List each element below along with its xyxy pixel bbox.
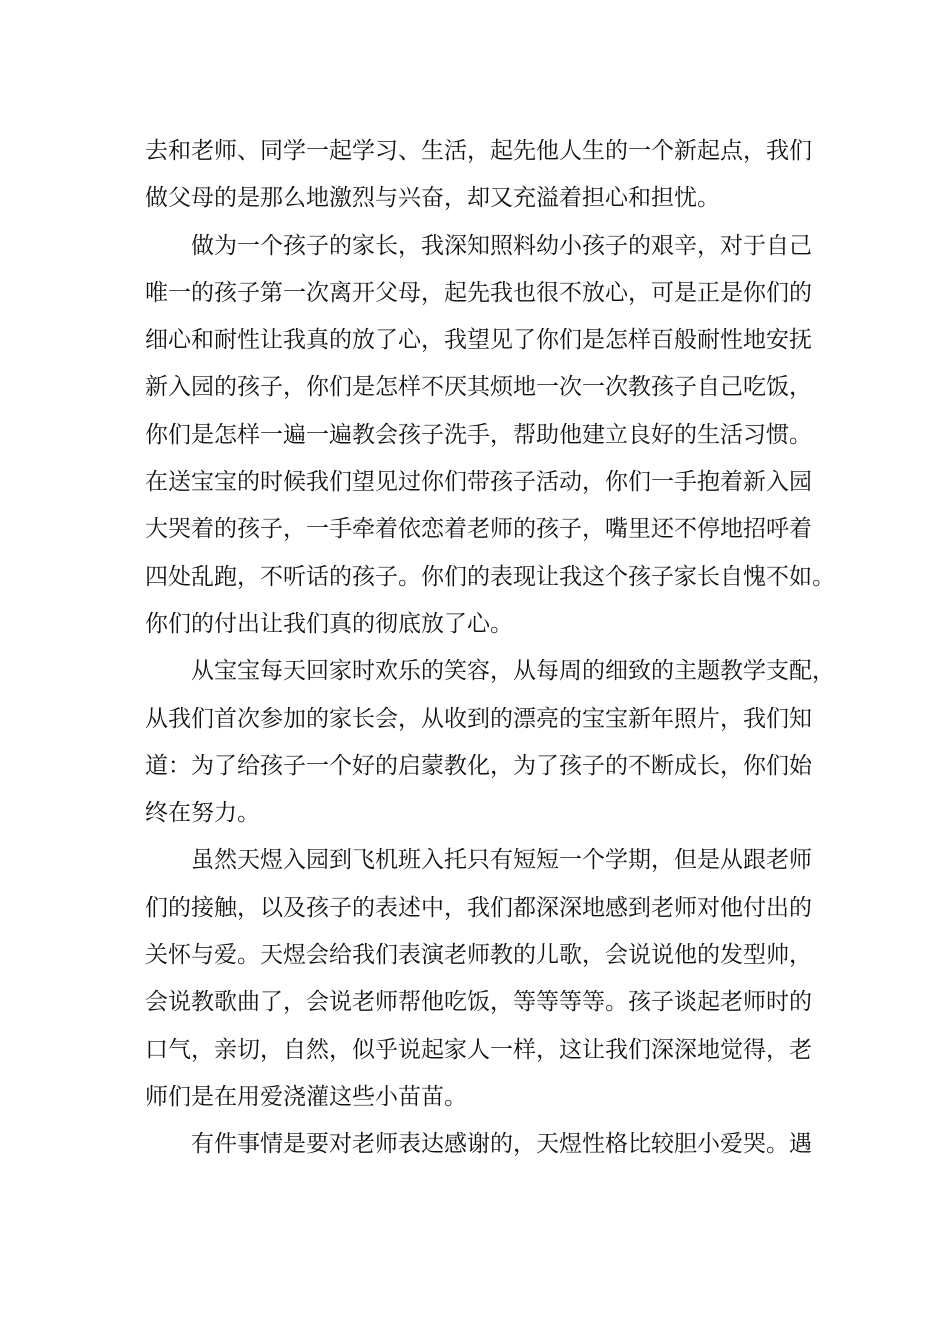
paragraph-2 xyxy=(145,223,835,649)
text-line: 做父母的是那么地激烈与兴奋，却又充溢着担心和担忧。 xyxy=(145,185,720,212)
text-line: 做为一个孩子的家长，我深知照料幼小孩子的艰辛，对于自己 xyxy=(191,232,812,259)
text-line: 有件事情是要对老师表达感谢的，天煜性格比较胆小爱哭。遇 xyxy=(191,1131,812,1158)
paragraph-1 xyxy=(145,128,825,223)
text-line: 新入园的孩子，你们是怎样不厌其烦地一次一次教孩子自己吃饭， xyxy=(145,374,812,401)
text-line: 从我们首次参加的家长会，从收到的漂亮的宝宝新年照片，我们知 xyxy=(145,705,812,732)
document-body xyxy=(145,128,835,1169)
text-line: 你们是怎样一遍一遍教会孩子洗手，帮助他建立良好的生活习惯。 xyxy=(145,421,812,448)
paragraph-4 xyxy=(145,837,825,1121)
text-line: 终在努力。 xyxy=(145,800,260,827)
text-line: 虽然天煜入园到飞机班入托只有短短一个学期，但是从跟老师 xyxy=(191,847,812,874)
text-line: 口气，亲切，自然，似乎说起家人一样，这让我们深深地觉得，老 xyxy=(145,1036,812,1063)
text-line: 四处乱跑，不听话的孩子。你们的表现让我这个孩子家长自愧不如。 xyxy=(145,563,835,590)
paragraph-5 xyxy=(145,1121,825,1168)
text-line: 关怀与爱。天煜会给我们表演老师教的儿歌，会说说他的发型帅， xyxy=(145,942,812,969)
text-line: 你们的付出让我们真的彻底放了心。 xyxy=(145,610,513,637)
text-line: 唯一的孩子第一次离开父母，起先我也很不放心，可是正是你们的 xyxy=(145,279,812,306)
text-line: 道：为了给孩子一个好的启蒙教化，为了孩子的不断成长，你们始 xyxy=(145,752,812,779)
text-line: 细心和耐性让我真的放了心，我望见了你们是怎样百般耐性地安抚 xyxy=(145,327,812,354)
text-line: 在送宝宝的时候我们望见过你们带孩子活动，你们一手抱着新入园 xyxy=(145,469,812,496)
text-line: 从宝宝每天回家时欢乐的笑容，从每周的细致的主题教学支配， xyxy=(191,658,835,685)
text-line: 会说教歌曲了，会说老师帮他吃饭，等等等等。孩子谈起老师时的 xyxy=(145,989,812,1016)
text-line: 们的接触，以及孩子的表述中，我们都深深地感到老师对他付出的 xyxy=(145,894,812,921)
text-line: 去和老师、同学一起学习、生活，起先他人生的一个新起点，我们 xyxy=(145,138,812,164)
text-line: 师们是在用爱浇灌这些小苗苗。 xyxy=(145,1083,467,1110)
text-line: 大哭着的孩子，一手牵着依恋着老师的孩子，嘴里还不停地招呼着 xyxy=(145,516,812,543)
paragraph-3 xyxy=(145,648,835,837)
